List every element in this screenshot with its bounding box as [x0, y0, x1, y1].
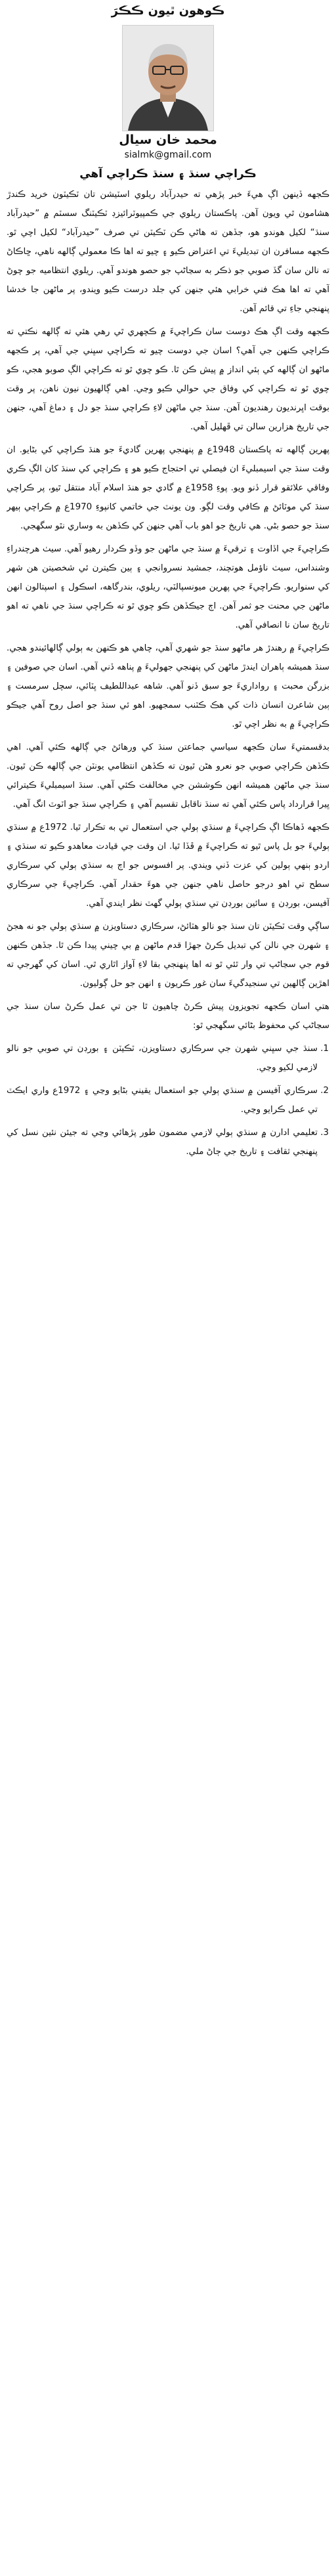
article-paragraph: ڪجهه ڏينهن اڳ هيءَ خبر پڙهي ته حيدرآباد ريلوي اسٽيشن تان ٽڪيٽون خريد ڪندڙ هشامون ٿي ويون آهن. پاڪستان ريلوي جي ڪمپيوٽرائيزڊ ٽڪيٽنگ سسٽم ۾ ”حيدرآباد سنڌ“ لکيل هوندو هو، جڏهن ته هاڻي ڪن ٽڪيٽن تي صرف ”حيدرآباد“ لکيل اچي ٿو. ڪجهه مسافرن ان تبديليءَ تي اعتراض ڪيو ۽ چيو ته اها ڪا معمولي ڳالهه ناهي، ڇاڪاڻ ته نالن سان گڏ صوبي جو ذڪر به سڃاڻپ جو حصو هوندو آهي. ريلوي انتظاميه جو چوڻ آهي ته اها هڪ فني خرابي هئي جنهن کي جلد درست ڪيو ويندو، پر ماڻهن جا خدشا پنهنجي جاءِ تي قائم آهن.: [7, 190, 329, 314]
author-photo: [122, 25, 214, 131]
author-name: محمد خان سيال: [119, 133, 217, 147]
article-paragraph: ڪجهه ڏهاڪا اڳ ڪراچيءَ ۾ سنڌي ٻولي جي استعمال تي به تڪرار ٿيا. 1972ع ۾ سنڌي ٻوليءَ جو بل پاس ٿيو ته ڪراچيءَ ۾ ڦڏا ٿيا. ان وقت جي قيادت معاهدو ڪيو ته سنڌي ۽ اردو ٻنهي ٻولين کي عزت ڏني ويندي. پر افسوس جو اڄ به سنڌي ٻولي کي سرڪاري سطح تي اهو درجو حاصل ناهي جنهن جي هوءَ حقدار آهي. ڪراچيءَ جي سرڪاري آفيسن، بورڊن ۽ سائين بورڊن تي سنڌي ٻولي گهٽ نظر ايندي آهي.: [7, 823, 329, 909]
article-paragraph: پهرين ڳالهه ته پاڪستان 1948ع ۾ پنهنجي پهرين گاديءَ جو هنڌ ڪراچي کي بڻايو. ان وقت سنڌ جي اسيمبليءَ ان فيصلي تي احتجاج ڪيو هو ۽ ڪراچي کي سنڌ کان الڳ ڪري وفاقي علائقو قرار ڏنو ويو. پوءِ 1958ع ۾ گادي جو هنڌ اسلام آباد منتقل ٿيو، پر ڪراچي سنڌ کي موٽائڻ ۾ ڪافي وقت لڳو. ون يونٽ جي خاتمي کانپوءِ 1970ع ۾ ڪراچي ٻيهر سنڌ جو حصو بڻي. هي تاريخ جو اهو باب آهي جنهن کي ڪڏهن به وساري نٿو سگهجي.: [7, 445, 329, 531]
article-paragraph: ڪجهه وقت اڳ هڪ دوست سان ڪراچيءَ ۾ ڪچهري ٿي رهي هئي ته ڳالهه نڪتي ته ڪراچي ڪنهن جي آهي؟ اسان جي دوست چيو ته ڪراچي سڀني جي آهي، پر ڪجهه ماڻهو ان ڳالهه کي ٻئي انداز ۾ پيش ڪن ٿا. ڪو چوي ٿو ته ڪراچي الڳ صوبو هجي، ڪو چوي ٿو ته ڪراچي کي وفاق جي حوالي ڪيو وڃي. اهي ڳالهيون نيون ناهن، پر وقت بوقت اڀرنديون رهنديون آهن. سنڌ جي ماڻهن لاءِ ڪراچي سنڌ جو دل ۽ دماغ آهي، جنهن جي تاريخ هزارين سالن تي ڦهليل آهي.: [7, 327, 329, 432]
article-body: [7, 185, 329, 2568]
article-paragraph: بدقسمتيءَ سان ڪجهه سياسي جماعتن سنڌ کي ورهائڻ جي ڳالهه ڪئي آهي. اهي ڪڏهن ڪراچي صوبي جو نعرو هڻن ٿيون ته ڪڏهن انتظامي يونٽن جي ڳالهه ڪن ٿيون. سنڌ جي ماڻهن هميشه انهن ڪوششن جي مخالفت ڪئي آهي. سنڌ اسيمبليءَ ڪيترائي ڀيرا قرارداد پاس ڪئي آهي ته سنڌ ناقابل تقسيم آهي ۽ ڪراچي سنڌ جو اٽوٽ انگ آهي.: [7, 742, 329, 809]
list-item: 3. تعليمي ادارن ۾ سنڌي ٻولي لازمي مضمون طور پڙهائي وڃي ته جيئن نئين نسل کي پنهنجي ثقافت ۽ تاريخ جي ڄاڻ ملي.: [7, 1123, 318, 1161]
recommendations-list: [7, 1039, 329, 1161]
column-title: ڪوهون ٿيون ڪڪرَ: [111, 4, 225, 18]
article-paragraph: ساڳي وقت ٽڪيٽن تان سنڌ جو نالو هٽائڻ، سرڪاري دستاويزن ۾ سنڌي ٻولي جو نه هجڻ ۽ شهرن جي نالن کي تبديل ڪرڻ جهڙا قدم ماڻهن ۾ بي چيني پيدا ڪن ٿا. جڏهن ڪنهن قوم جي سڃاڻپ تي وار ٿئي ٿو ته اها پنهنجي بقا لاءِ آواز اٿاري ٿي. اسان کي گهرجي ته اهڙين ڳالهين تي سنجيدگيءَ سان غور ڪريون ۽ انهن جو حل ڳوليون.: [7, 922, 329, 989]
list-item: 2. سرڪاري آفيسن ۾ سنڌي ٻولي جو استعمال يقيني بڻايو وڃي ۽ 1972ع واري ايڪٽ تي عمل ڪرايو وڃي.: [7, 1081, 318, 1119]
author-photo-icon: [123, 26, 213, 131]
byline: [0, 131, 336, 161]
article-paragraph: هتي اسان ڪجهه تجويزون پيش ڪرڻ چاهيون ٿا جن تي عمل ڪرڻ سان سنڌ جي سڃاڻپ کي محفوظ بڻائي سگهجي ٿو:: [7, 1002, 329, 1031]
article-headline: ڪراچي سنڌ ۽ سنڌ ڪراچي آهي: [79, 167, 257, 181]
list-item: 1. سنڌ جي سڀني شهرن جي سرڪاري دستاويزن، ٽڪيٽن ۽ بورڊن تي صوبي جو نالو لازمي لکيو وڃي.: [7, 1039, 318, 1077]
article-paragraph: ڪراچيءَ ۾ رهندڙ هر ماڻهو سنڌ جو شهري آهي، چاهي هو ڪنهن به ٻولي ڳالهائيندو هجي. سنڌ هميشه ٻاهران ايندڙ ماڻهن کي پنهنجي جهوليءَ ۾ پناهه ڏني آهي. اسان جي صوفين ۽ بزرگن محبت ۽ رواداريءَ جو سبق ڏنو آهي. شاهه عبداللطيف ڀٽائي، سچل سرمست ۽ ٻين شاعرن انسان ذات کي هڪ ڪٽنب سمجهيو. اهو ئي سنڌ جو اصل روح آهي جيڪو ڪراچيءَ ۾ به نظر اچي ٿو.: [7, 643, 329, 729]
author-email[interactable]: sialmk@gmail.com: [124, 150, 212, 160]
article-paragraph: ڪراچيءَ جي اڏاوت ۽ ترقيءَ ۾ سنڌ جي ماڻهن جو وڏو ڪردار رهيو آهي. سيٺ هرچندراءِ وشنداس، سيٺ ناؤمل هوتچند، جمشيد نسروانجي ۽ ٻين ڪيترن ئي شخصيتن هن شهر کي سنواريو. ڪراچيءَ جي پهرين ميونسپالٽي، ريلوي، بندرگاهه، اسڪول ۽ اسپتالون انهن ماڻهن جي محنت جو ثمر آهن. اڄ جيڪڏهن ڪو چوي ٿو ته ڪراچي سنڌ جي ناهي ته اهو تاريخ سان نا انصافي آهي.: [7, 544, 329, 630]
